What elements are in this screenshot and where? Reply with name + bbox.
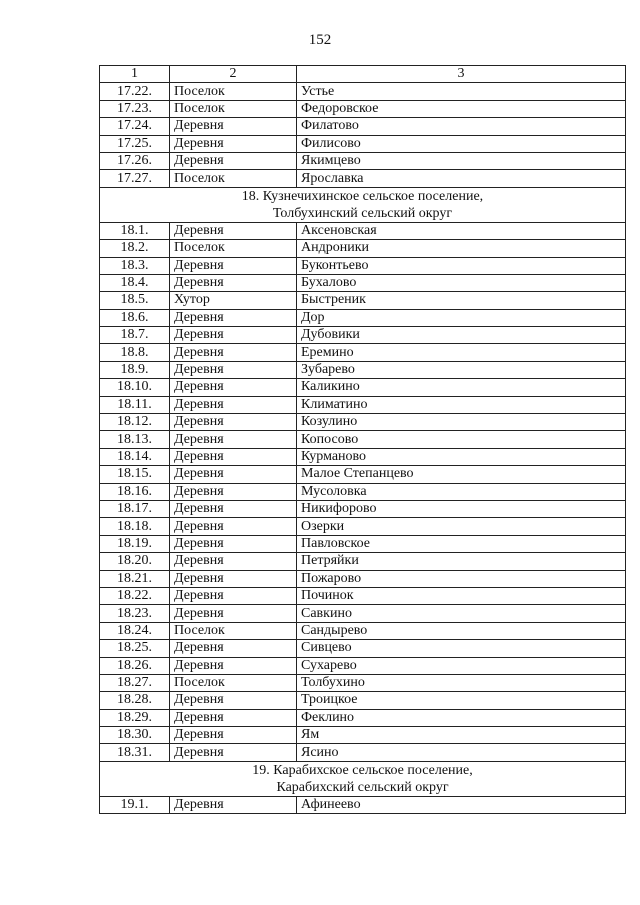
settlement-name: Никифорово bbox=[297, 500, 626, 517]
row-number: 17.25. bbox=[100, 135, 170, 152]
settlement-name: Каликино bbox=[297, 379, 626, 396]
section-title bbox=[100, 761, 626, 796]
row-number: 18.28. bbox=[100, 692, 170, 709]
settlement-name: Ям bbox=[297, 727, 626, 744]
settlement-type: Деревня bbox=[170, 744, 297, 761]
settlement-name: Дор bbox=[297, 309, 626, 326]
settlement-name: Савкино bbox=[297, 605, 626, 622]
row-number: 18.6. bbox=[100, 309, 170, 326]
settlement-name: Афинеево bbox=[297, 796, 626, 813]
row-number: 17.27. bbox=[100, 170, 170, 187]
settlement-type: Деревня bbox=[170, 796, 297, 813]
column-header-type: 2 bbox=[170, 66, 297, 83]
section-title-line: 18. Кузнечихинское сельское поселение, bbox=[241, 188, 484, 204]
settlement-type: Поселок bbox=[170, 83, 297, 100]
settlement-name: Устье bbox=[297, 83, 626, 100]
page-number: 152 bbox=[308, 32, 332, 48]
settlement-type: Деревня bbox=[170, 135, 297, 152]
settlement-type: Деревня bbox=[170, 692, 297, 709]
table-row bbox=[100, 414, 626, 431]
table-row bbox=[100, 605, 626, 622]
settlement-name: Козулино bbox=[297, 414, 626, 431]
table-row bbox=[100, 344, 626, 361]
row-number: 19.1. bbox=[100, 796, 170, 813]
settlement-name: Бухалово bbox=[297, 274, 626, 291]
table-row bbox=[100, 135, 626, 152]
settlement-type: Деревня bbox=[170, 414, 297, 431]
table-row bbox=[100, 309, 626, 326]
table-row bbox=[100, 327, 626, 344]
table-row bbox=[100, 240, 626, 257]
settlement-type: Деревня bbox=[170, 535, 297, 552]
settlement-type: Деревня bbox=[170, 640, 297, 657]
settlement-type: Деревня bbox=[170, 570, 297, 587]
row-number: 18.27. bbox=[100, 674, 170, 691]
table-row bbox=[100, 431, 626, 448]
table-row bbox=[100, 570, 626, 587]
settlement-name: Якимцево bbox=[297, 152, 626, 169]
section-header-row bbox=[100, 187, 626, 222]
section-title-line: 19. Карабихское сельское поселение, bbox=[252, 762, 473, 778]
settlement-type: Деревня bbox=[170, 309, 297, 326]
section-title bbox=[100, 187, 626, 222]
row-number: 18.10. bbox=[100, 379, 170, 396]
table-row bbox=[100, 170, 626, 187]
settlement-type: Деревня bbox=[170, 727, 297, 744]
row-number: 18.21. bbox=[100, 570, 170, 587]
table-row bbox=[100, 640, 626, 657]
settlement-name: Ярославка bbox=[297, 170, 626, 187]
settlement-type: Деревня bbox=[170, 379, 297, 396]
table-row bbox=[100, 448, 626, 465]
table-row bbox=[100, 622, 626, 639]
settlement-name: Климатино bbox=[297, 396, 626, 413]
row-number: 18.29. bbox=[100, 709, 170, 726]
row-number: 18.12. bbox=[100, 414, 170, 431]
table-row bbox=[100, 692, 626, 709]
settlement-type: Деревня bbox=[170, 709, 297, 726]
settlement-type: Деревня bbox=[170, 466, 297, 483]
row-number: 18.24. bbox=[100, 622, 170, 639]
settlement-type: Деревня bbox=[170, 657, 297, 674]
row-number: 18.25. bbox=[100, 640, 170, 657]
column-header-name: 3 bbox=[297, 66, 626, 83]
settlement-name: Мусоловка bbox=[297, 483, 626, 500]
settlement-name: Еремино bbox=[297, 344, 626, 361]
settlement-type: Поселок bbox=[170, 170, 297, 187]
row-number: 18.26. bbox=[100, 657, 170, 674]
table-row bbox=[100, 466, 626, 483]
settlement-name: Малое Степанцево bbox=[297, 466, 626, 483]
table-row bbox=[100, 709, 626, 726]
settlement-type: Деревня bbox=[170, 518, 297, 535]
settlement-name: Буконтьево bbox=[297, 257, 626, 274]
row-number: 18.3. bbox=[100, 257, 170, 274]
table-row bbox=[100, 727, 626, 744]
row-number: 18.8. bbox=[100, 344, 170, 361]
settlement-name: Ясино bbox=[297, 744, 626, 761]
settlement-name: Озерки bbox=[297, 518, 626, 535]
settlement-type: Деревня bbox=[170, 152, 297, 169]
settlement-name: Быстреник bbox=[297, 292, 626, 309]
settlement-name: Федоровское bbox=[297, 100, 626, 117]
settlement-name: Павловское bbox=[297, 535, 626, 552]
settlement-type: Поселок bbox=[170, 674, 297, 691]
settlement-name: Андроники bbox=[297, 240, 626, 257]
table-row bbox=[100, 535, 626, 552]
row-number: 18.17. bbox=[100, 500, 170, 517]
table-row bbox=[100, 674, 626, 691]
settlement-name: Сивцево bbox=[297, 640, 626, 657]
table-row bbox=[100, 274, 626, 291]
settlement-name: Сухарево bbox=[297, 657, 626, 674]
settlement-type: Деревня bbox=[170, 500, 297, 517]
settlement-name: Пожарово bbox=[297, 570, 626, 587]
settlements-table-body bbox=[100, 66, 626, 814]
table-row bbox=[100, 100, 626, 117]
table-row bbox=[100, 483, 626, 500]
row-number: 18.2. bbox=[100, 240, 170, 257]
settlement-name: Дубовики bbox=[297, 327, 626, 344]
table-row bbox=[100, 396, 626, 413]
row-number: 18.5. bbox=[100, 292, 170, 309]
settlement-type: Деревня bbox=[170, 483, 297, 500]
table-row bbox=[100, 518, 626, 535]
row-number: 18.11. bbox=[100, 396, 170, 413]
settlement-name: Петряйки bbox=[297, 553, 626, 570]
settlement-type: Деревня bbox=[170, 361, 297, 378]
settlement-name: Феклино bbox=[297, 709, 626, 726]
settlement-name: Филисово bbox=[297, 135, 626, 152]
settlement-type: Деревня bbox=[170, 587, 297, 604]
settlement-name: Починок bbox=[297, 587, 626, 604]
settlement-type: Деревня bbox=[170, 344, 297, 361]
section-title-line: Карабихский сельский округ bbox=[276, 779, 449, 795]
settlement-type: Поселок bbox=[170, 100, 297, 117]
settlement-type: Деревня bbox=[170, 327, 297, 344]
row-number: 18.31. bbox=[100, 744, 170, 761]
settlement-name: Курманово bbox=[297, 448, 626, 465]
table-row bbox=[100, 500, 626, 517]
row-number: 17.24. bbox=[100, 118, 170, 135]
row-number: 18.19. bbox=[100, 535, 170, 552]
settlement-type: Деревня bbox=[170, 118, 297, 135]
settlement-type: Поселок bbox=[170, 622, 297, 639]
settlement-type: Деревня bbox=[170, 448, 297, 465]
row-number: 18.4. bbox=[100, 274, 170, 291]
settlement-name: Толбухино bbox=[297, 674, 626, 691]
table-row bbox=[100, 152, 626, 169]
table-row bbox=[100, 361, 626, 378]
settlement-name: Филатово bbox=[297, 118, 626, 135]
row-number: 18.14. bbox=[100, 448, 170, 465]
table-row bbox=[100, 744, 626, 761]
row-number: 18.13. bbox=[100, 431, 170, 448]
settlement-name: Копосово bbox=[297, 431, 626, 448]
settlement-type: Хутор bbox=[170, 292, 297, 309]
settlement-type: Деревня bbox=[170, 396, 297, 413]
settlement-type: Деревня bbox=[170, 431, 297, 448]
row-number: 18.7. bbox=[100, 327, 170, 344]
section-title-line: Толбухинский сельский округ bbox=[272, 205, 453, 221]
table-header-row bbox=[100, 66, 626, 83]
table-row bbox=[100, 118, 626, 135]
settlement-name: Сандырево bbox=[297, 622, 626, 639]
row-number: 17.26. bbox=[100, 152, 170, 169]
row-number: 18.16. bbox=[100, 483, 170, 500]
row-number: 18.9. bbox=[100, 361, 170, 378]
row-number: 17.23. bbox=[100, 100, 170, 117]
table-row bbox=[100, 222, 626, 239]
row-number: 18.1. bbox=[100, 222, 170, 239]
row-number: 18.22. bbox=[100, 587, 170, 604]
settlement-type: Деревня bbox=[170, 257, 297, 274]
row-number: 18.20. bbox=[100, 553, 170, 570]
table-row bbox=[100, 796, 626, 813]
row-number: 18.23. bbox=[100, 605, 170, 622]
table-row bbox=[100, 379, 626, 396]
section-header-row bbox=[100, 761, 626, 796]
settlement-type: Деревня bbox=[170, 222, 297, 239]
table-row bbox=[100, 292, 626, 309]
row-number: 18.30. bbox=[100, 727, 170, 744]
row-number: 17.22. bbox=[100, 83, 170, 100]
row-number: 18.15. bbox=[100, 466, 170, 483]
table-row bbox=[100, 587, 626, 604]
settlement-type: Поселок bbox=[170, 240, 297, 257]
settlements-table bbox=[99, 65, 626, 814]
table-row bbox=[100, 257, 626, 274]
table-row bbox=[100, 657, 626, 674]
table-row bbox=[100, 553, 626, 570]
row-number: 18.18. bbox=[100, 518, 170, 535]
settlement-type: Деревня bbox=[170, 553, 297, 570]
settlement-type: Деревня bbox=[170, 605, 297, 622]
settlement-type: Деревня bbox=[170, 274, 297, 291]
column-header-number: 1 bbox=[100, 66, 170, 83]
table-row bbox=[100, 83, 626, 100]
settlement-name: Троицкое bbox=[297, 692, 626, 709]
settlement-name: Зубарево bbox=[297, 361, 626, 378]
settlement-name: Аксеновская bbox=[297, 222, 626, 239]
